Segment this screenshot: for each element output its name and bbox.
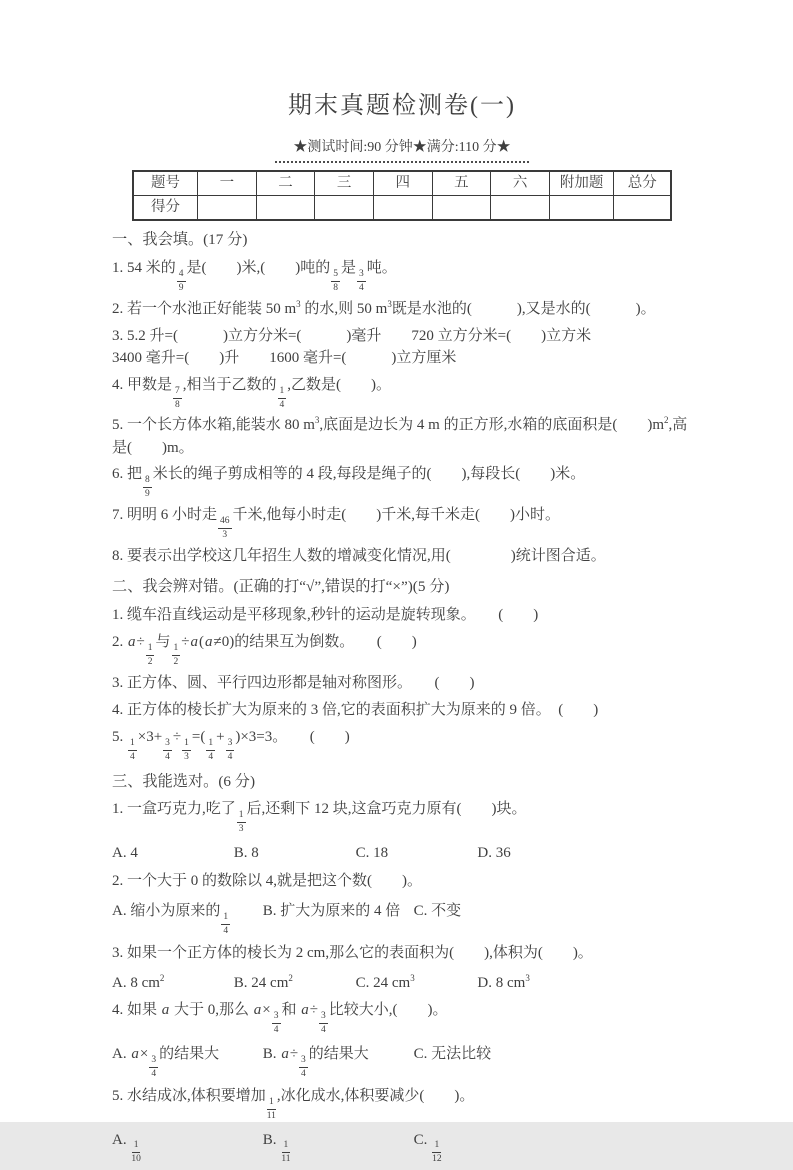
fraction bbox=[432, 1140, 442, 1165]
fraction-denominator: 4 bbox=[227, 751, 233, 762]
fraction bbox=[149, 1055, 158, 1080]
fraction-denominator: 4 bbox=[130, 751, 135, 762]
fraction bbox=[173, 386, 182, 411]
variable: a bbox=[131, 1045, 139, 1062]
option: D. 8 $cm^3$ bbox=[477, 972, 530, 991]
option: B. 24 $cm^2$ bbox=[233, 972, 293, 991]
fraction bbox=[278, 386, 287, 411]
subtitle-row bbox=[112, 136, 692, 163]
fraction bbox=[281, 1140, 290, 1165]
fraction-numerator: 3 bbox=[299, 1055, 308, 1068]
question: 1. 缆车沿直线运动是平移现象,秒针的运动是旋转现象。 ( ) bbox=[112, 606, 539, 623]
fraction-denominator: 4 bbox=[279, 399, 285, 410]
section-heading: 三、我能选对。(6 分) bbox=[112, 772, 256, 790]
section-heading: 二、我会辨对错。(正确的打“√”,错误的打“×”)(5 分) bbox=[112, 578, 450, 596]
question: 2. 一个大于 0 的数除以 4,就是把这个数( )。 bbox=[112, 872, 422, 889]
fraction-denominator: 3 bbox=[238, 824, 244, 835]
score-table-corner: 题号 bbox=[133, 171, 198, 196]
fraction-denominator: 9 bbox=[178, 282, 184, 293]
fraction-denominator: 8 bbox=[333, 282, 338, 293]
fraction-denominator: 9 bbox=[145, 489, 150, 500]
option: A. 8 $cm^2$ bbox=[112, 972, 165, 991]
question: 3. 5.2 升=( )立方分米=( )毫升 720 立方分米=( )立方米 3400 毫升=( )升 1600 毫升=( )立方厘米 bbox=[112, 327, 592, 367]
score-cell-empty bbox=[432, 196, 491, 221]
score-cell-empty bbox=[315, 196, 374, 221]
question: 4. 正方体的棱长扩大为原来的 3 倍,它的表面积扩大为原来的 9 倍。 ( ) bbox=[112, 701, 599, 718]
fraction-numerator: 3 bbox=[226, 738, 235, 751]
fraction-numerator: 1 bbox=[237, 810, 246, 823]
score-table-col: 四 bbox=[373, 171, 432, 196]
exam-body bbox=[112, 229, 692, 1165]
question: 2. 若一个水池正好能装 50 $m^3$ 的水,则 50 $m^3$既是水池的( ),又是水的( )。 bbox=[112, 298, 656, 317]
fraction-numerator: 1 bbox=[146, 643, 155, 656]
fraction-numerator: 1 bbox=[267, 1097, 276, 1110]
options-row bbox=[112, 842, 692, 865]
fraction bbox=[221, 912, 230, 937]
score-table-score-row bbox=[133, 196, 671, 221]
fraction-numerator: 3 bbox=[163, 738, 172, 751]
score-table-col: 三 bbox=[315, 171, 374, 196]
fraction bbox=[206, 738, 215, 763]
fraction-numerator: 7 bbox=[173, 386, 182, 399]
variable: a bbox=[281, 1045, 289, 1062]
option: B. a÷ $\frac{3}{4}$ 的结果大 bbox=[262, 1045, 369, 1079]
option: A. 缩小为原来的 $\frac{1}{4}$ bbox=[112, 902, 229, 936]
fraction-numerator: 1 bbox=[132, 1140, 141, 1153]
fraction-denominator: 4 bbox=[359, 282, 364, 293]
option: C. 18 bbox=[355, 845, 389, 862]
fraction-numerator: 1 bbox=[172, 643, 181, 656]
fraction-numerator: 4 bbox=[177, 269, 186, 282]
fraction-denominator: 2 bbox=[147, 656, 153, 667]
fraction bbox=[128, 738, 137, 763]
option: A. a× $\frac{3}{4}$ 的结果大 bbox=[112, 1045, 220, 1079]
options-row bbox=[112, 972, 692, 995]
superscript: 2 bbox=[664, 415, 669, 426]
superscript: 3 bbox=[410, 972, 415, 983]
option: D. 36 bbox=[477, 845, 511, 862]
question: 7. 明明 6 小时走 $\frac{46}{3}$ 千米,他每小时走( )千米,每千米走( )小时。 bbox=[112, 507, 560, 541]
variable: a bbox=[128, 633, 136, 650]
option: C. $\frac{1}{12}$ bbox=[413, 1131, 442, 1165]
score-cell-empty bbox=[373, 196, 432, 221]
option: B. 扩大为原来的 4 倍 bbox=[262, 902, 401, 919]
superscript: 3 bbox=[387, 298, 392, 309]
fraction bbox=[357, 269, 366, 294]
fraction bbox=[299, 1055, 308, 1080]
fraction bbox=[146, 643, 155, 668]
question: 5. $\frac{1}{4}$ ×3+ $\frac{3}{4}$ ÷ $\frac{1}{3}$ =( $\frac{1}{4}$ + $\frac{3}{4}$ )×3=3。 ( ) bbox=[112, 728, 350, 762]
score-table-col: 一 bbox=[198, 171, 257, 196]
score-table-col: 五 bbox=[432, 171, 491, 196]
score-row-label: 得分 bbox=[133, 196, 198, 221]
fraction-denominator: 3 bbox=[222, 530, 228, 541]
fraction bbox=[272, 1011, 281, 1036]
score-cell-empty bbox=[614, 196, 671, 221]
fraction bbox=[218, 516, 232, 541]
exam-sheet bbox=[112, 88, 692, 1170]
score-table-header-row bbox=[133, 171, 671, 196]
fraction-denominator: 4 bbox=[165, 751, 170, 762]
question: 3. 如果一个正方体的棱长为 2 cm,那么它的表面积为( ),体积为( )。 bbox=[112, 944, 593, 961]
question: 5. 水结成冰,体积要增加 $\frac{1}{11}$ ,冰化成水,体积要减少( )。 bbox=[112, 1087, 475, 1121]
fraction bbox=[319, 1011, 328, 1036]
fraction-denominator: 2 bbox=[173, 656, 179, 667]
score-cell-empty bbox=[256, 196, 315, 221]
option: B. 8 bbox=[233, 845, 259, 862]
option: A. $\frac{1}{10}$ bbox=[112, 1131, 141, 1165]
fraction-numerator: 1 bbox=[432, 1140, 441, 1153]
score-cell-empty bbox=[198, 196, 257, 221]
fraction-numerator: 46 bbox=[218, 516, 232, 529]
fraction-denominator: 4 bbox=[151, 1068, 157, 1079]
score-table-col: 总分 bbox=[614, 171, 671, 196]
variable: a bbox=[253, 1002, 262, 1019]
fraction-denominator: 3 bbox=[184, 751, 189, 762]
option: C. 不变 bbox=[413, 902, 462, 919]
fraction-denominator: 4 bbox=[208, 751, 214, 762]
score-cell-empty bbox=[491, 196, 550, 221]
fraction-denominator: 4 bbox=[321, 1024, 326, 1035]
question: 3. 正方体、圆、平行四边形都是轴对称图形。 ( ) bbox=[112, 674, 475, 691]
page-title: 期末真题检测卷(一) bbox=[288, 93, 516, 119]
fraction-denominator: 4 bbox=[273, 1024, 279, 1035]
fraction bbox=[143, 475, 152, 500]
fraction-numerator: 8 bbox=[143, 475, 152, 488]
option: C. 无法比较 bbox=[413, 1045, 492, 1062]
question: 1. 54 米的 $\frac{4}{9}$ 是( )米,( )吨的 $\frac{5}{8}$ 是 $\frac{3}{4}$ 吨。 bbox=[112, 259, 397, 293]
variable: a bbox=[161, 1002, 170, 1019]
section-heading: 一、我会填。(17 分) bbox=[112, 231, 248, 248]
fraction bbox=[237, 810, 246, 835]
score-table-col: 二 bbox=[256, 171, 315, 196]
options-row bbox=[112, 1129, 692, 1166]
fraction-numerator: 1 bbox=[278, 386, 287, 399]
question: 6. 把 $\frac{8}{9}$ 米长的绳子剪成相等的 4 段,每段是绳子的( ),每段长( )米。 bbox=[112, 466, 586, 500]
fraction-denominator: 4 bbox=[223, 925, 229, 936]
superscript: 2 bbox=[288, 972, 293, 983]
options-row bbox=[112, 1043, 692, 1080]
question: 2. a÷ $\frac{1}{2}$ 与 $\frac{1}{2}$ ÷a(a≠0)的结果互为倒数。 ( ) bbox=[112, 633, 417, 667]
score-table-col: 附加题 bbox=[549, 171, 614, 196]
question: 4. 甲数是 $\frac{7}{8}$ ,相当于乙数的 $\frac{1}{4}$ ,乙数是( )。 bbox=[112, 376, 392, 410]
fraction bbox=[331, 269, 340, 294]
superscript: 3 bbox=[296, 298, 301, 309]
fraction bbox=[267, 1097, 276, 1122]
fraction-numerator: 3 bbox=[272, 1011, 281, 1024]
question: 8. 要表示出学校这几年招生人数的增减变化情况,用( )统计图合适。 bbox=[112, 548, 606, 565]
score-cell-empty bbox=[549, 196, 614, 221]
fraction bbox=[172, 643, 181, 668]
fraction-numerator: 1 bbox=[282, 1140, 291, 1153]
superscript: 3 bbox=[314, 415, 320, 426]
exam-subtitle: ★测试时间:90 分钟★满分:110 分★ bbox=[275, 137, 528, 163]
fraction-denominator: 11 bbox=[266, 1110, 276, 1121]
option: A. 4 bbox=[112, 845, 138, 862]
variable: a bbox=[301, 1002, 309, 1019]
score-table bbox=[132, 170, 672, 221]
fraction-numerator: 1 bbox=[128, 738, 137, 751]
option: C. 24 $cm^3$ bbox=[355, 972, 415, 991]
fraction-denominator: 4 bbox=[301, 1068, 306, 1079]
variable: a bbox=[190, 633, 198, 650]
fraction-numerator: 5 bbox=[331, 269, 340, 282]
question: 4. 如果 a 大于 0,那么 a× $\frac{3}{4}$ 和 a÷ $\frac{3}{4}$ 比较大小,( )。 bbox=[112, 1002, 448, 1035]
fraction-numerator: 1 bbox=[182, 738, 191, 751]
fraction bbox=[177, 269, 186, 294]
superscript: 3 bbox=[525, 972, 530, 983]
fraction-denominator: 8 bbox=[175, 399, 180, 410]
fraction-numerator: 1 bbox=[221, 912, 230, 925]
fraction-numerator: 3 bbox=[149, 1055, 158, 1068]
fraction bbox=[163, 738, 172, 763]
superscript: 2 bbox=[159, 972, 165, 983]
fraction bbox=[182, 738, 191, 763]
score-table-col: 六 bbox=[491, 171, 550, 196]
question: 1. 一盒巧克力,吃了 $\frac{1}{3}$ 后,还剩下 12 块,这盒巧克力原有( )块。 bbox=[112, 801, 527, 835]
variable: a bbox=[204, 633, 213, 650]
fraction-numerator: 3 bbox=[319, 1011, 328, 1024]
fraction bbox=[131, 1140, 141, 1165]
fraction-numerator: 3 bbox=[357, 269, 366, 282]
fraction-numerator: 1 bbox=[206, 738, 215, 751]
fraction bbox=[226, 738, 235, 763]
option: B. $\frac{1}{11}$ bbox=[262, 1131, 291, 1165]
question: 5. 一个长方体水箱,能装水 80 $m^3$,底面是边长为 4 m 的正方形,水箱的底面积是( )$m^2$,高是( )m。 bbox=[112, 415, 688, 456]
fraction-denominator: 10 bbox=[131, 1154, 141, 1165]
fraction-denominator: 11 bbox=[281, 1154, 291, 1165]
fraction-denominator: 12 bbox=[432, 1154, 442, 1165]
options-row bbox=[112, 900, 692, 937]
